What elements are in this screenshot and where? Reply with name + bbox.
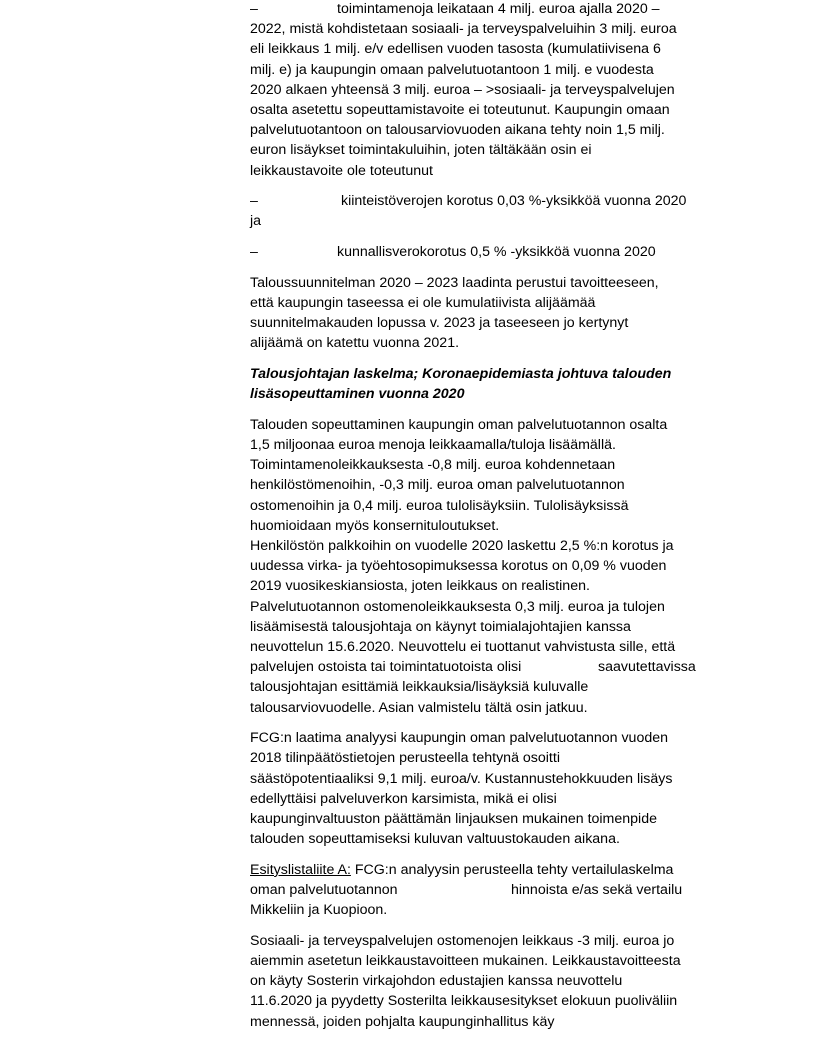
paragraph-line: suunnitelmakauden lopussa v. 2023 ja taseeseen jo kertynyt [250,315,629,332]
paragraph-line: edellyttäisi palveluverkon karsimista, mikä ei olisi [250,790,557,807]
paragraph-fcg-analysis [250,728,750,849]
bullet-item-municipal-tax [250,242,750,262]
heading-line: Talousjohtajan laskelma; Koronaepidemiasta johtuva talouden [250,366,672,382]
bullet-text-line: kiinteistöverojen korotus 0,03 %-yksikköä vuonna 2020 [341,193,687,210]
bullet-text-line: eli leikkaus 1 milj. e/v edellisen vuoden tasosta (kumulatiivisena 6 [250,41,661,58]
paragraph-line: oman palvelutuotannon [250,882,398,899]
paragraph-line: 2019 vuosikeskiansiosta, joten leikkaus on realistinen. [250,578,590,595]
paragraph-financial-plan [250,273,750,354]
paragraph-line: FCG:n laatima analyysi kaupungin oman palvelutuotannon vuoden [250,730,669,747]
paragraph-line: aiemmin asetetun leikkaustavoitteen mukainen. Leikkaustavoitteesta [250,953,681,970]
paragraph-line: lisäämisestä talousjohtaja on käynyt toimialajohtajien kanssa [250,618,631,635]
paragraph-line: Sosiaali- ja terveyspalvelujen ostomenojen leikkaus -3 milj. euroa jo [250,932,675,949]
paragraph-social-health [250,931,750,1032]
paragraph-line: talousarviovuodelle. Asian valmistelu tältä osin jatkuu. [250,699,588,716]
document-column [250,0,750,1042]
paragraph-line: kaupunginvaltuuston päättämän linjauksen mukainen toimenpide [250,810,657,827]
paragraph-line: Palvelutuotannon ostomenoleikkauksesta 0,3 milj. euroa ja tulojen [250,598,665,615]
bullet-item-property-tax [250,191,750,231]
bullet-text-line: palvelutuotantoon on talousarviovuoden aikana tehty noin 1,5 milj. [250,122,665,139]
bullet-text-line: kunnallisverokorotus 0,5 % -yksikköä vuonna 2020 [337,244,656,261]
paragraph-line: mennessä, joiden pohjalta kaupunginhallitus käy [250,1013,555,1030]
paragraph-line: alijäämä on katettu vuonna 2021. [250,335,460,352]
paragraph-line: neuvottelun 15.6.2020. Neuvottelu ei tuottanut vahvistusta sille, että [250,638,676,655]
paragraph-line: uudessa virka- ja työehtosopimuksessa korotus on 0,09 % vuoden [250,558,667,575]
paragraph-line: ostomenoihin ja 0,4 milj. euroa tulolisäyksiin. Tulolisäyksissä [250,497,629,514]
bullet-dash: – [250,244,258,261]
paragraph-line: Mikkeliin ja Kuopioon. [250,902,388,919]
bullet-text-line: toimintamenoja leikataan 4 milj. euroa ajalla 2020 – [337,1,660,17]
heading-line: lisäsopeuttaminen vuonna 2020 [250,386,465,403]
attachment-link[interactable]: Esityslistaliite A: [250,861,351,878]
paragraph-line: huomioidaan myös konsernituloutukset. [250,517,500,534]
paragraph-line: on käyty Sosterin virkajohdon edustajien kanssa neuvottelu [250,973,623,990]
paragraph-line: Talouden sopeuttaminen kaupungin oman palvelutuotannon osalta [250,416,668,433]
paragraph-line: Taloussuunnitelman 2020 – 2023 laadinta perustui tavoitteeseen, [250,274,659,291]
bullet-dash: – [250,1,258,17]
paragraph-line: saavutettavissa [598,659,696,676]
bullet-text-line: osalta asetettu sopeuttamistavoite ei toteutunut. Kaupungin omaan [250,101,670,118]
paragraph-line: 11.6.2020 ja pyydetty Sosterilta leikkausesitykset elokuun puoliväliin [250,993,678,1010]
bullet-text-line: 2022, mistä kohdistetaan sosiaali- ja terveyspalveluihin 3 milj. euroa [250,21,677,38]
bullet-dash: – [250,193,258,210]
paragraph-line: talouden sopeuttamiseksi kuluvan valtuustokauden aikana. [250,831,620,848]
section-heading [250,364,750,404]
bullet-text-line: ja [250,213,262,230]
paragraph-line: hinnoista e/as sekä vertailu [511,882,683,899]
paragraph-line: että kaupungin taseessa ei ole kumulatiivista alijäämää [250,294,596,311]
paragraph-line: talousjohtajan esittämiä leikkauksia/lisäyksiä kuluvalle [250,679,589,696]
bullet-text-line: 2020 alkaen yhteensä 3 milj. euroa – >sosiaali- ja terveyspalvelujen [250,81,675,98]
paragraph-attachment [250,860,750,921]
paragraph-line: 2018 tilinpäätöstietojen perusteella tehtynä osoitti [250,750,560,767]
paragraph-line: Henkilöstön palkkoihin on vuodelle 2020 laskettu 2,5 %:n korotus ja [250,538,674,555]
paragraph-line: 1,5 miljoonaa euroa menoja leikkaamalla/tuloja lisäämällä. [250,437,616,454]
paragraph-adjustment [250,415,750,718]
paragraph-line: henkilöstömenoihin, -0,3 milj. euroa oman palvelutuotannon [250,477,625,494]
paragraph-line: säästöpotentiaaliksi 9,1 milj. euroa/v. Kustannustehokkuuden lisäys [250,770,673,787]
paragraph-line: Toimintamenoleikkauksesta -0,8 milj. euroa kohdennetaan [250,457,616,474]
bullet-text-line: milj. e) ja kaupungin omaan palvelutuotantoon 1 milj. e vuodesta [250,61,654,78]
bullet-text-line: leikkaustavoite ole toteutunut [250,162,433,179]
paragraph-line: palvelujen ostoista tai toimintatuotoista olisi [250,659,522,676]
bullet-text-line: euron lisäykset toimintakuluihin, joten tältäkään osin ei [250,142,592,159]
paragraph-line: FCG:n analyysin perusteella tehty vertailulaskelma [350,861,674,878]
bullet-item-spending-cuts [250,0,750,181]
